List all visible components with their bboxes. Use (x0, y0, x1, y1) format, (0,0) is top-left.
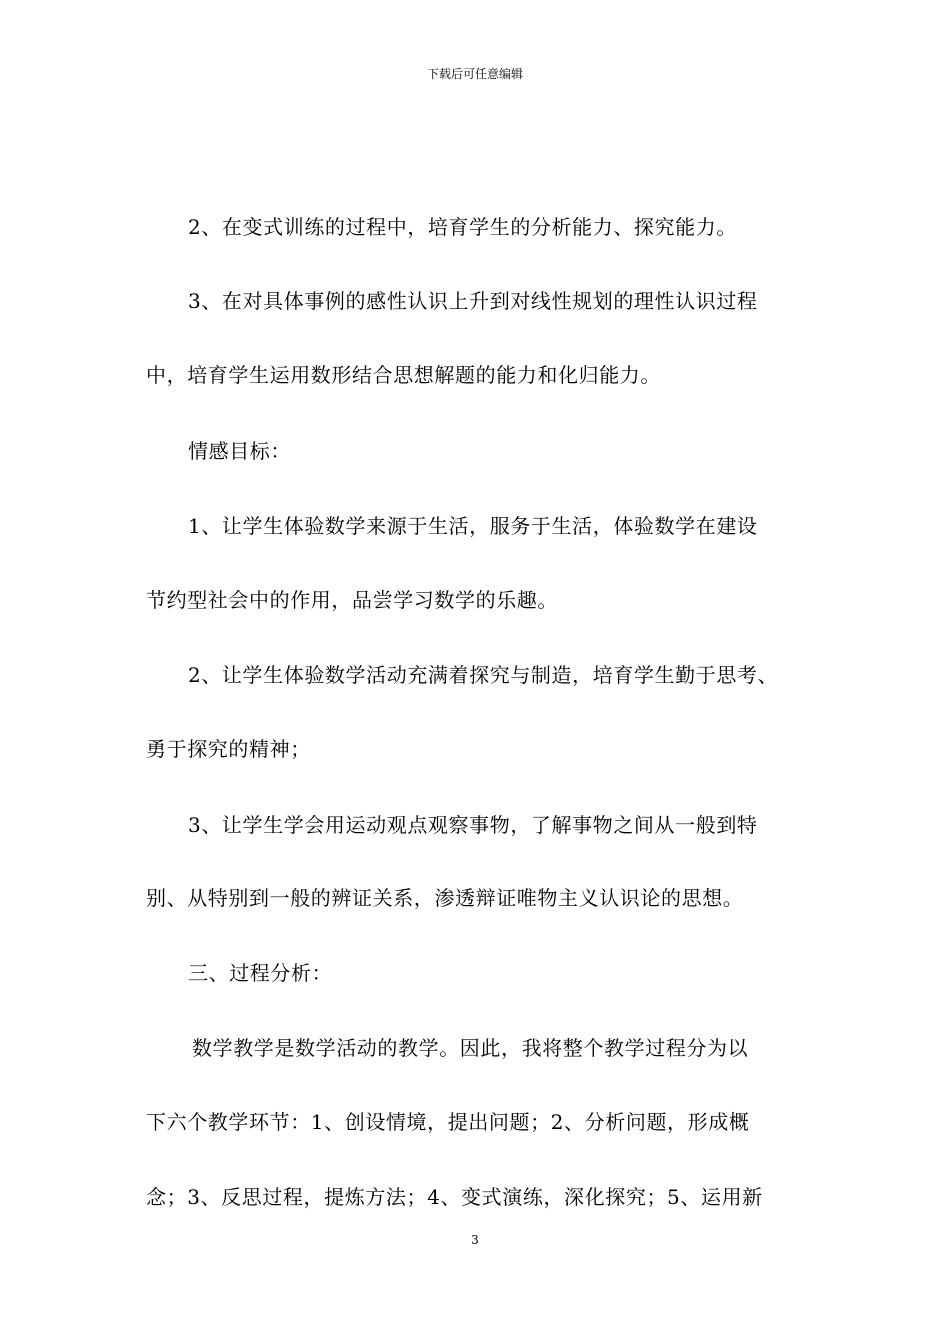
paragraph-line: 2、让学生体验数学活动充满着探究与制造，培育学生勤于思考、 (188, 663, 779, 687)
paragraph-line: 数学教学是数学活动的教学。因此，我将整个教学过程分为以 (192, 1036, 749, 1060)
paragraph-line: 下六个教学环节：1、创设情境，提出问题；2、分析问题，形成概 (146, 1110, 750, 1134)
section-heading: 三、过程分析： (188, 961, 333, 985)
paragraph-line: 别、从特别到一般的辨证关系，渗透辩证唯物主义认识论的思想。 (146, 886, 744, 910)
page-number: 3 (471, 1233, 479, 1247)
paragraph-line: 节约型社会中的作用，品尝学习数学的乐趣。 (146, 588, 558, 612)
paragraph-line: 念；3、反思过程，提炼方法；4、变式演练，深化探究；5、运用新 (146, 1185, 763, 1209)
paragraph-line: 中，培育学生运用数形结合思想解题的能力和化归能力。 (146, 363, 661, 387)
paragraph-line: 2、在变式训练的过程中，培育学生的分析能力、探究能力。 (188, 215, 737, 239)
paragraph-line: 勇于探究的精神； (146, 737, 311, 761)
paragraph-line: 1、让学生体验数学来源于生活，服务于生活，体验数学在建设 (188, 514, 758, 538)
section-heading: 情感目标： (188, 439, 291, 463)
paragraph-line: 3、在对具体事例的感性认识上升到对线性规划的理性认识过程 (188, 289, 758, 313)
header-note: 下载后可任意编辑 (426, 67, 523, 81)
paragraph-line: 3、让学生学会用运动观点观察事物，了解事物之间从一般到特 (188, 813, 758, 837)
